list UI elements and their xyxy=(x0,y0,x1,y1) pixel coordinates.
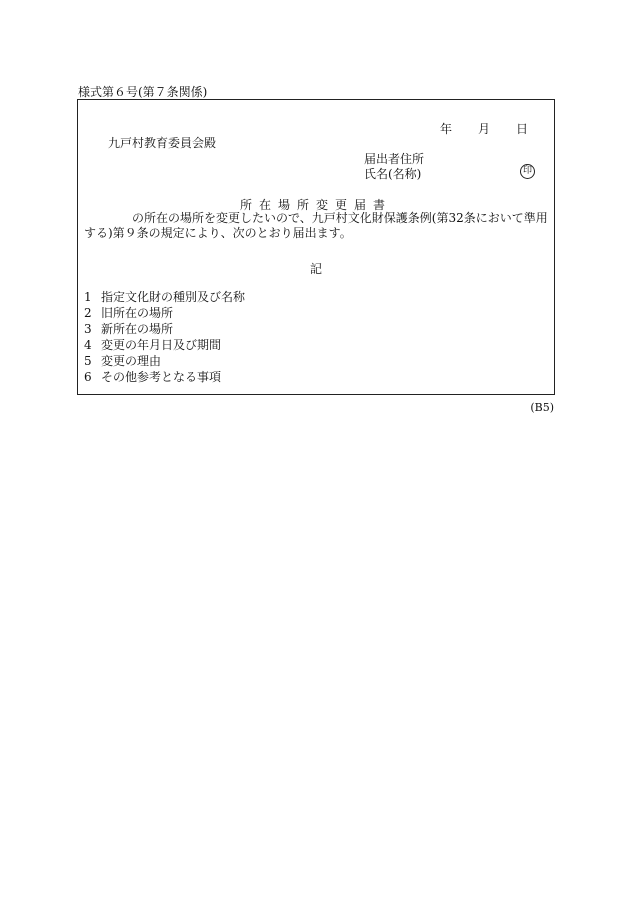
list-item xyxy=(84,321,245,337)
item-number: 6 xyxy=(84,370,92,384)
item-number: 3 xyxy=(84,322,92,336)
date-day-label: 日 xyxy=(515,122,528,136)
item-label: 旧所在の場所 xyxy=(101,306,174,320)
ki-heading: 記 xyxy=(309,262,322,276)
list-item xyxy=(84,305,245,321)
applicant-name-label: 氏名(名称) xyxy=(364,167,422,181)
addressee: 九戸村教育委員会殿 xyxy=(108,136,217,150)
date-row xyxy=(440,120,528,137)
applicant-address-label: 届出者住所 xyxy=(364,152,425,166)
form-number: 様式第６号(第７条関係) xyxy=(78,85,208,99)
item-number: 5 xyxy=(84,354,92,368)
item-number: 4 xyxy=(84,338,92,352)
body-text: の所在の場所を変更したいので、九戸村文化財保護条例(第32条において準用する)第９条の規定により、次のとおり届出ます。 xyxy=(84,211,548,240)
item-label: 変更の理由 xyxy=(101,354,162,368)
list-item xyxy=(84,289,245,305)
seal-mark: 印 xyxy=(520,164,535,179)
list-item xyxy=(84,353,245,369)
date-month-label: 月 xyxy=(477,122,490,136)
item-label: 指定文化財の種別及び名称 xyxy=(101,290,246,304)
list-item xyxy=(84,369,245,385)
date-year-label: 年 xyxy=(439,122,452,136)
list-item xyxy=(84,337,245,353)
items-list xyxy=(84,289,245,385)
item-label: 新所在の場所 xyxy=(101,322,174,336)
item-label: 変更の年月日及び期間 xyxy=(101,338,222,352)
form-box xyxy=(77,99,555,395)
item-number: 1 xyxy=(84,290,92,304)
document-title: 所在場所変更届書 xyxy=(239,198,392,212)
item-number: 2 xyxy=(84,306,92,320)
paper-size-label: (B5) xyxy=(530,401,554,414)
item-label: その他参考となる事項 xyxy=(101,370,222,384)
